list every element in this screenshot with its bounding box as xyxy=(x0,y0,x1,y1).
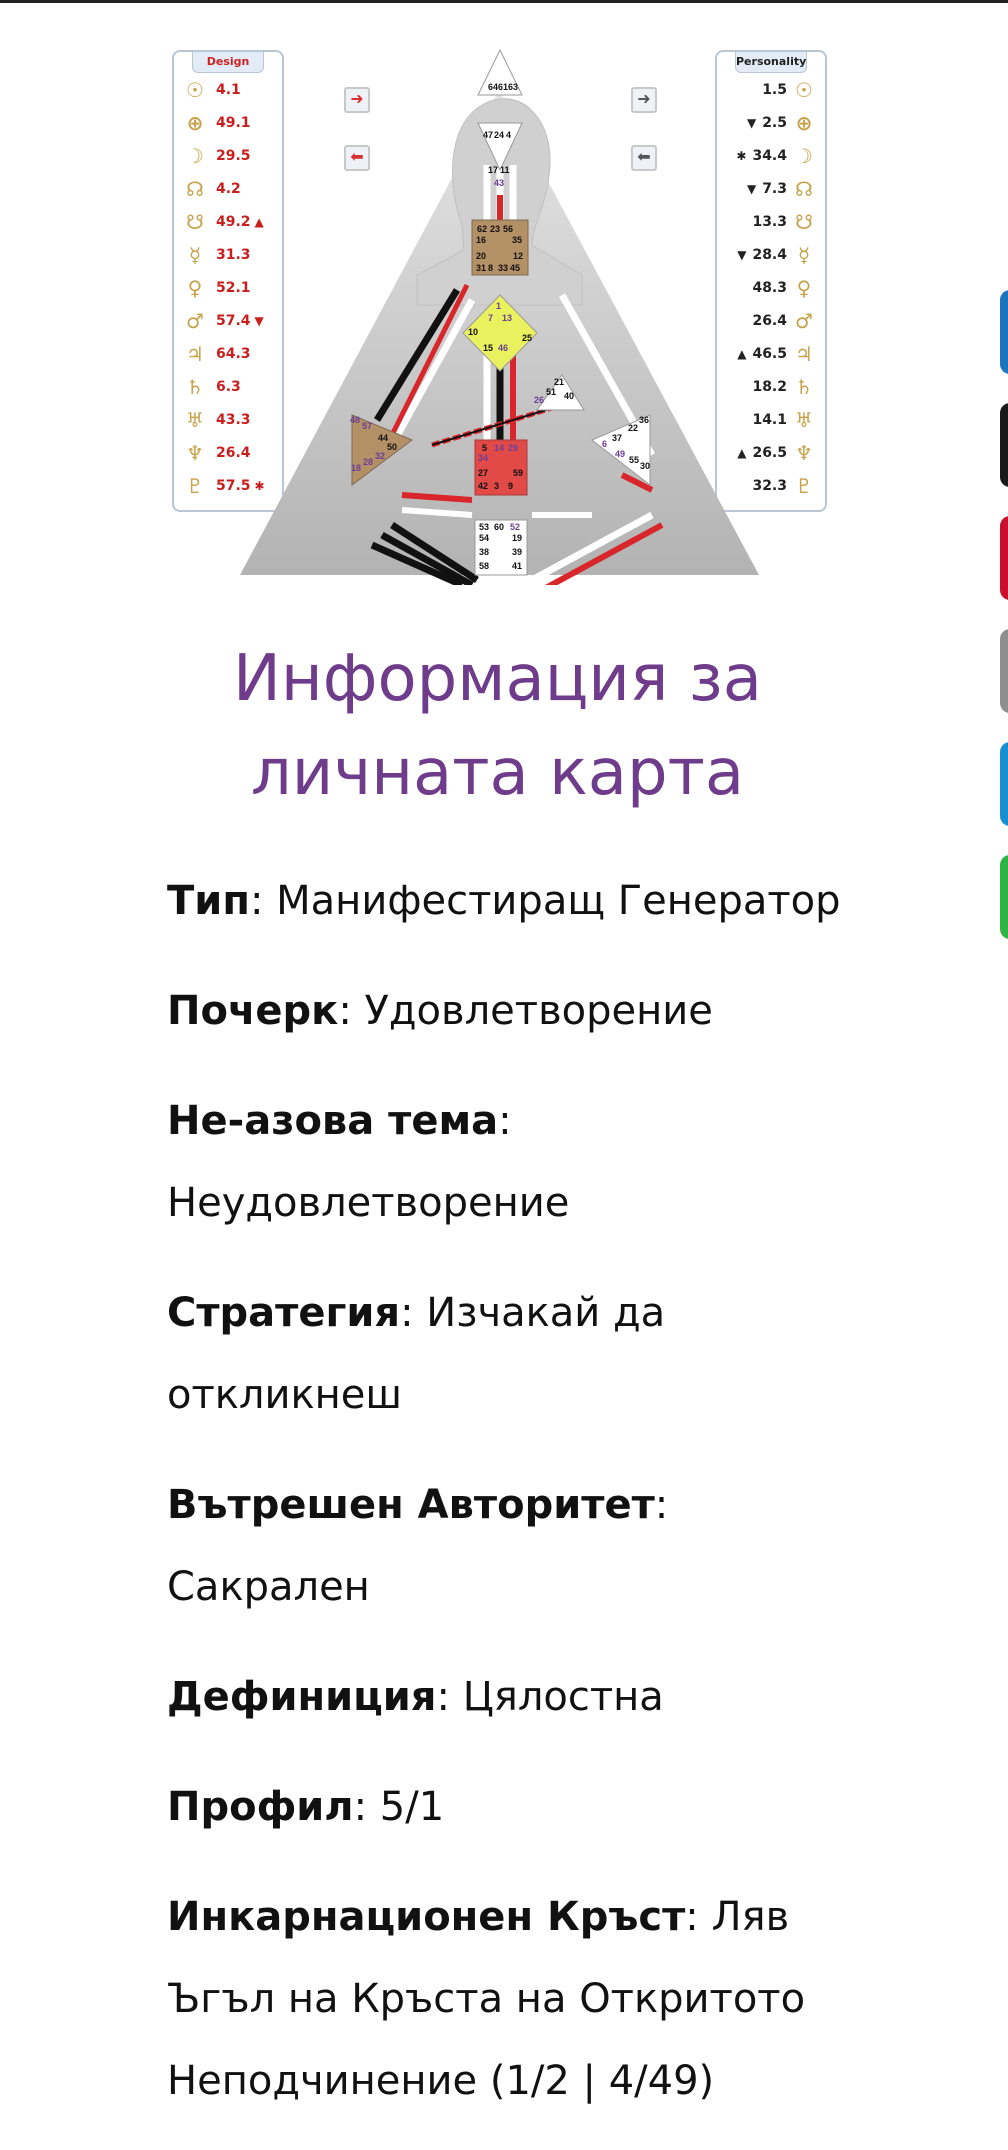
info-label: Профил xyxy=(167,1784,354,1830)
design-gate-value: 49.2 xyxy=(216,213,251,230)
personality-next-arrow-icon[interactable]: ➜ xyxy=(631,87,657,113)
earth-icon: ⊕ xyxy=(186,110,204,135)
personality-gate-value: 13.3 xyxy=(752,213,787,230)
gate-label: 54 xyxy=(479,533,490,543)
mars-icon: ♂ xyxy=(186,308,204,333)
uranus-icon: ♅ xyxy=(186,407,204,432)
mercury-icon: ☿ xyxy=(797,242,811,267)
sun-icon: ☉ xyxy=(186,77,204,102)
gate-label: 44 xyxy=(378,433,389,443)
uranus-icon: ♅ xyxy=(795,407,813,432)
gate-label: 46 xyxy=(498,343,509,353)
design-gate-value: 4.1 xyxy=(216,81,241,98)
gate-label: 52 xyxy=(510,522,521,532)
info-value: Ляв Ъгъл на Кръста на Откритото Неподчинение (1/2 | 4/49) xyxy=(167,1894,806,2104)
design-gate-value: 31.3 xyxy=(216,246,251,263)
share-button-3[interactable] xyxy=(1000,516,1008,600)
gate-label: 38 xyxy=(479,547,490,557)
north-node-icon: ☊ xyxy=(186,176,204,201)
personality-gate-value: 1.5 xyxy=(762,81,787,98)
gate-label: 35 xyxy=(512,235,523,245)
info-value: Цялостна xyxy=(449,1674,664,1720)
gate-label: 13 xyxy=(502,313,513,323)
personality-fixing-mark: ▲ xyxy=(737,445,747,460)
gate-label: 34 xyxy=(478,453,489,463)
bodygraph-chart xyxy=(172,45,827,585)
info-label: Вътрешен Авторитет xyxy=(167,1482,655,1528)
info-value: Неудовлетворение xyxy=(167,1180,570,1226)
info-value: Удовлетворение xyxy=(351,988,713,1034)
info-item: Почерк: Удовлетворение xyxy=(167,988,713,1034)
gate-label: 60 xyxy=(494,522,505,532)
share-button-4[interactable] xyxy=(1000,629,1008,713)
venus-icon: ♀ xyxy=(796,275,812,300)
saturn-icon: ♄ xyxy=(186,374,204,399)
title-line-2: личната карта xyxy=(250,736,745,810)
personality-header: Personality xyxy=(735,52,807,73)
gate-label: 19 xyxy=(512,533,523,543)
info-item: Тип: Манифестиращ Генератор xyxy=(167,878,841,924)
personality-gate-value: 26.4 xyxy=(752,312,787,329)
design-fixing-mark: ✱ xyxy=(254,478,265,493)
gate-label: 59 xyxy=(513,468,524,478)
gate-label: 6 xyxy=(602,439,608,449)
gate-label: 39 xyxy=(512,547,523,557)
info-label: Стратегия xyxy=(167,1290,401,1336)
gate-label: 30 xyxy=(640,461,651,471)
gate-label: 15 xyxy=(483,343,494,353)
info-item: Профил: 5/1 xyxy=(167,1784,445,1830)
south-node-icon: ☋ xyxy=(186,209,204,234)
design-gate-value: 43.3 xyxy=(216,411,251,428)
personality-gate-value: 7.3 xyxy=(762,180,787,197)
info-label: Тип xyxy=(167,878,250,924)
gate-label: 8 xyxy=(488,263,494,273)
personality-fixing-mark: ▼ xyxy=(737,247,747,262)
gate-label: 21 xyxy=(554,377,565,387)
gate-label: 33 xyxy=(498,263,509,273)
gate-label: 41 xyxy=(512,561,523,571)
gate-label: 32 xyxy=(375,451,386,461)
page-title xyxy=(170,632,825,820)
share-button-6[interactable] xyxy=(1000,855,1008,939)
top-border xyxy=(0,0,1008,3)
design-gate-value: 29.5 xyxy=(216,147,251,164)
personality-gate-value: 46.5 xyxy=(752,345,787,362)
south-node-icon: ☋ xyxy=(795,209,813,234)
info-value: Изчакай да откликнеш xyxy=(167,1290,666,1418)
moon-icon: ☽ xyxy=(795,143,813,168)
gate-label: 31 xyxy=(476,263,487,273)
gate-label: 42 xyxy=(478,481,489,491)
gate-label: 36 xyxy=(639,415,650,425)
info-label: Не-азова тема xyxy=(167,1098,499,1144)
north-node-icon: ☊ xyxy=(795,176,813,201)
gate-label: 64 xyxy=(488,82,499,92)
gate-label: 50 xyxy=(387,442,398,452)
personality-gate-value: 28.4 xyxy=(752,246,787,263)
info-item: Стратегия: Изчакай да откликнеш xyxy=(167,1290,666,1418)
gate-label: 5 xyxy=(482,443,488,453)
info-item: Инкарнационен Кръст: Ляв Ъгъл на Кръста на Откритото Неподчинение (1/2 | 4/49) xyxy=(167,1894,806,2104)
personality-fixing-mark: ▲ xyxy=(737,346,747,361)
personality-gate-value: 14.1 xyxy=(752,411,787,428)
venus-icon: ♀ xyxy=(187,275,203,300)
design-gate-value: 26.4 xyxy=(216,444,251,461)
info-label: Почерк xyxy=(167,988,339,1034)
info-value: 5/1 xyxy=(367,1784,445,1830)
gate-label: 10 xyxy=(468,327,479,337)
neptune-icon: ♆ xyxy=(186,440,204,465)
personality-gate-value: 34.4 xyxy=(752,147,787,164)
gate-label: 57 xyxy=(362,421,373,431)
personality-fixing-mark: ▼ xyxy=(746,115,757,130)
design-gate-value: 57.5 xyxy=(216,477,251,494)
gate-label: 20 xyxy=(476,251,487,261)
design-gate-value: 57.4 xyxy=(216,312,251,329)
gate-label: 43 xyxy=(494,178,505,188)
design-prev-arrow-icon[interactable]: ⬅ xyxy=(344,145,370,171)
gate-label: 14 xyxy=(494,443,505,453)
pluto-icon: ♇ xyxy=(795,473,813,498)
design-gate-value: 64.3 xyxy=(216,345,251,362)
personality-gate-value: 18.2 xyxy=(752,378,787,395)
gate-label: 22 xyxy=(628,423,639,433)
neptune-icon: ♆ xyxy=(795,440,813,465)
earth-icon: ⊕ xyxy=(795,110,813,135)
chart-info-list xyxy=(167,860,847,2150)
gate-label: 11 xyxy=(500,165,510,175)
personality-gate-value: 48.3 xyxy=(752,279,787,296)
design-next-arrow-icon[interactable]: ➜ xyxy=(344,87,370,113)
gate-label: 27 xyxy=(478,468,489,478)
gate-label: 56 xyxy=(503,224,514,234)
moon-icon: ☽ xyxy=(186,143,204,168)
share-button-1[interactable] xyxy=(1000,290,1008,374)
gate-label: 26 xyxy=(534,395,545,405)
gate-label: 7 xyxy=(488,313,494,323)
gate-label: 24 xyxy=(494,130,505,140)
jupiter-icon: ♃ xyxy=(186,341,204,366)
personality-fixing-mark: ▼ xyxy=(746,181,757,196)
mars-icon: ♂ xyxy=(795,308,813,333)
bodygraph-diagram xyxy=(232,45,767,585)
sun-icon: ☉ xyxy=(795,77,813,102)
info-label: Дефиниция xyxy=(167,1674,437,1720)
design-header: Design xyxy=(192,52,264,73)
share-button-2[interactable] xyxy=(1000,403,1008,487)
gate-label: 9 xyxy=(508,481,514,491)
gate-label: 1 xyxy=(496,301,502,311)
info-item: Дефиниция: Цялостна xyxy=(167,1674,664,1720)
info-item: Не-азова тема: Неудовлетворение xyxy=(167,1098,570,1226)
gate-label: 51 xyxy=(546,387,557,397)
share-button-5[interactable] xyxy=(1000,742,1008,826)
info-label: Инкарнационен Кръст xyxy=(167,1894,686,1940)
gate-label: 40 xyxy=(564,391,575,401)
mercury-icon: ☿ xyxy=(188,242,202,267)
gate-label: 16 xyxy=(476,235,487,245)
gate-label: 53 xyxy=(479,522,490,532)
design-gate-value: 49.1 xyxy=(216,114,251,131)
design-gate-value: 6.3 xyxy=(216,378,241,395)
jupiter-icon: ♃ xyxy=(795,341,813,366)
personality-gate-value: 2.5 xyxy=(762,114,787,131)
gate-label: 23 xyxy=(490,224,501,234)
pluto-icon: ♇ xyxy=(186,473,204,498)
gate-label: 28 xyxy=(363,457,374,467)
gate-label: 3 xyxy=(494,481,500,491)
design-fixing-mark: ▼ xyxy=(254,313,264,328)
info-value: Сакрален xyxy=(167,1564,370,1610)
info-item: Вътрешен Авторитет: Сакрален xyxy=(167,1482,669,1610)
gate-label: 48 xyxy=(350,415,361,425)
gate-label: 58 xyxy=(479,561,490,571)
gate-label: 29 xyxy=(508,443,519,453)
gate-label: 12 xyxy=(513,251,524,261)
design-gate-value: 4.2 xyxy=(216,180,241,197)
design-fixing-mark: ▲ xyxy=(254,214,264,229)
personality-prev-arrow-icon[interactable]: ⬅ xyxy=(631,145,657,171)
gate-label: 55 xyxy=(629,455,640,465)
gate-label: 63 xyxy=(508,82,519,92)
gate-label: 17 xyxy=(488,165,499,175)
gate-label: 61 xyxy=(498,82,509,92)
info-value: Манифестиращ Генератор xyxy=(263,878,841,924)
gate-label: 45 xyxy=(510,263,521,273)
gate-label: 62 xyxy=(477,224,488,234)
personality-fixing-mark: ✱ xyxy=(736,148,747,163)
gate-label: 4 xyxy=(506,130,512,140)
gate-label: 49 xyxy=(615,449,626,459)
title-line-1: Информация за xyxy=(233,642,762,716)
personality-gate-value: 32.3 xyxy=(752,477,787,494)
design-gate-value: 52.1 xyxy=(216,279,251,296)
gate-label: 25 xyxy=(522,333,533,343)
saturn-icon: ♄ xyxy=(795,374,813,399)
gate-label: 37 xyxy=(612,433,623,443)
personality-gate-value: 26.5 xyxy=(752,444,787,461)
gate-label: 18 xyxy=(351,463,362,473)
gate-label: 47 xyxy=(483,130,494,140)
